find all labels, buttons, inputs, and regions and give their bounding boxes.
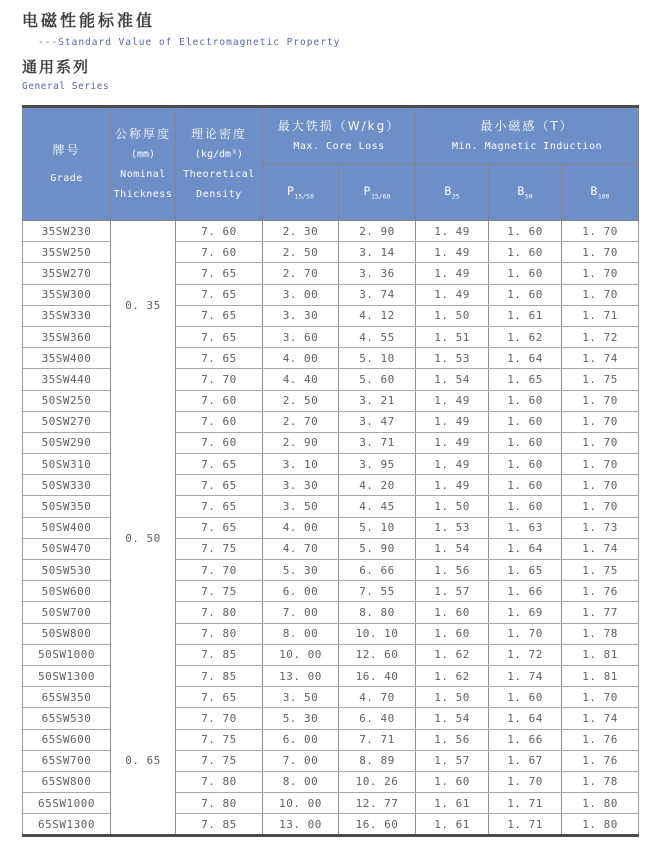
b25-cell: 1. 50 <box>416 687 489 708</box>
grade-cell: 50SW1000 <box>23 644 111 665</box>
density-cell: 7. 65 <box>176 305 263 326</box>
b50-cell: 1. 70 <box>489 623 562 644</box>
p15-60-cell: 10. 10 <box>339 623 416 644</box>
b25-cell: 1. 54 <box>416 708 489 729</box>
b100-cell: 1. 70 <box>562 242 639 263</box>
p15-60-cell: 3. 95 <box>339 454 416 475</box>
p15-60-cell: 4. 55 <box>339 326 416 347</box>
b25-cell: 1. 50 <box>416 496 489 517</box>
table-row <box>23 390 639 411</box>
p15-60-cell: 10. 26 <box>339 771 416 792</box>
b50-cell: 1. 60 <box>489 390 562 411</box>
b25-cell: 1. 51 <box>416 326 489 347</box>
b25-cell: 1. 57 <box>416 750 489 771</box>
density-cell: 7. 85 <box>176 814 263 836</box>
col-header-b25: $B_{25}$ <box>416 165 489 221</box>
density-cell: 7. 75 <box>176 538 263 559</box>
b50-cell: 1. 66 <box>489 581 562 602</box>
grade-cell: 35SW300 <box>23 284 111 305</box>
density-cell: 7. 70 <box>176 560 263 581</box>
b100-cell: 1. 75 <box>562 560 639 581</box>
b50-cell: 1. 60 <box>489 221 562 242</box>
b50-cell: 1. 72 <box>489 644 562 665</box>
grade-cell: 65SW530 <box>23 708 111 729</box>
col-header-b50: $B_{50}$ <box>489 165 562 221</box>
b100-cell: 1. 77 <box>562 602 639 623</box>
p15-50-cell: 8. 00 <box>263 623 339 644</box>
b100-cell: 1. 76 <box>562 581 639 602</box>
thickness-label-en2: Thickness <box>113 188 173 200</box>
series-subtitle-en: General Series <box>22 81 110 92</box>
b25-cell: 1. 56 <box>416 729 489 750</box>
b50-cell: 1. 74 <box>489 665 562 686</box>
grade-cell: 65SW350 <box>23 687 111 708</box>
p15-60-cell: 5. 10 <box>339 517 416 538</box>
grade-cell: 50SW290 <box>23 432 111 453</box>
b100-cell: 1. 70 <box>562 411 639 432</box>
p15-60-cell: 3. 36 <box>339 263 416 284</box>
b25-cell: 1. 49 <box>416 432 489 453</box>
p15-50-cell: 2. 50 <box>263 242 339 263</box>
b100-cell: 1. 71 <box>562 305 639 326</box>
b25-cell: 1. 50 <box>416 305 489 326</box>
p15-50-cell: 3. 30 <box>263 475 339 496</box>
p15-50-cell: 3. 10 <box>263 454 339 475</box>
b25-cell: 1. 49 <box>416 475 489 496</box>
col-header-thickness <box>111 107 176 221</box>
density-cell: 7. 75 <box>176 750 263 771</box>
p15-60-cell: 12. 77 <box>339 793 416 814</box>
b50-cell: 1. 60 <box>489 432 562 453</box>
b25-cell: 1. 60 <box>416 602 489 623</box>
density-cell: 7. 80 <box>176 602 263 623</box>
grade-cell: 50SW700 <box>23 602 111 623</box>
b100-cell: 1. 74 <box>562 538 639 559</box>
p15-50-cell: 3. 50 <box>263 496 339 517</box>
p15-50-cell: 4. 40 <box>263 369 339 390</box>
density-cell: 7. 60 <box>176 411 263 432</box>
density-cell: 7. 85 <box>176 665 263 686</box>
p15-60-cell: 8. 80 <box>339 602 416 623</box>
thickness-label-en1: Nominal <box>120 168 166 180</box>
p15-50-cell: 7. 00 <box>263 750 339 771</box>
p15-60-cell: 16. 60 <box>339 814 416 836</box>
col-header-grade <box>23 107 111 221</box>
b100-cell: 1. 70 <box>562 454 639 475</box>
table-row <box>23 221 639 242</box>
p15-60-cell: 3. 47 <box>339 411 416 432</box>
density-cell: 7. 65 <box>176 454 263 475</box>
density-label-en2: Density <box>196 188 242 200</box>
b50-cell: 1. 65 <box>489 560 562 581</box>
p15-60-cell: 4. 70 <box>339 687 416 708</box>
b50-cell: 1. 63 <box>489 517 562 538</box>
b25-cell: 1. 49 <box>416 263 489 284</box>
page-subtitle-en: ---Standard Value of Electromagnetic Property <box>38 37 341 48</box>
b100-cell: 1. 80 <box>562 793 639 814</box>
grade-cell: 65SW1000 <box>23 793 111 814</box>
b100-cell: 1. 70 <box>562 687 639 708</box>
p15-50-cell: 7. 00 <box>263 602 339 623</box>
density-cell: 7. 80 <box>176 793 263 814</box>
b50-cell: 1. 60 <box>489 242 562 263</box>
density-cell: 7. 80 <box>176 771 263 792</box>
p15-50-cell: 2. 70 <box>263 263 339 284</box>
b25-cell: 1. 62 <box>416 665 489 686</box>
b50-cell: 1. 70 <box>489 771 562 792</box>
p15-50-cell: 3. 60 <box>263 326 339 347</box>
grade-label-en: Grade <box>50 172 83 184</box>
b25-cell: 1. 62 <box>416 644 489 665</box>
b25-cell: 1. 60 <box>416 623 489 644</box>
density-cell: 7. 65 <box>176 284 263 305</box>
grade-cell: 65SW700 <box>23 750 111 771</box>
p15-50-cell: 6. 00 <box>263 729 339 750</box>
p15-50-cell: 6. 00 <box>263 581 339 602</box>
density-cell: 7. 75 <box>176 729 263 750</box>
p15-50-cell: 4. 00 <box>263 517 339 538</box>
b50-cell: 1. 67 <box>489 750 562 771</box>
b50-cell: 1. 64 <box>489 348 562 369</box>
b100-cell: 1. 70 <box>562 221 639 242</box>
induction-label-zh: 最小磁感（T） <box>480 118 574 133</box>
spec-table <box>22 105 639 837</box>
p15-50-cell: 13. 00 <box>263 814 339 836</box>
density-cell: 7. 65 <box>176 326 263 347</box>
b100-cell: 1. 73 <box>562 517 639 538</box>
b100-cell: 1. 76 <box>562 750 639 771</box>
density-cell: 7. 80 <box>176 623 263 644</box>
b25-cell: 1. 61 <box>416 814 489 836</box>
thickness-unit: (mm) <box>130 148 156 160</box>
b50-cell: 1. 64 <box>489 708 562 729</box>
b50-cell: 1. 64 <box>489 538 562 559</box>
grade-cell: 35SW360 <box>23 326 111 347</box>
grade-cell: 35SW400 <box>23 348 111 369</box>
p15-50-cell: 3. 00 <box>263 284 339 305</box>
b50-cell: 1. 60 <box>489 263 562 284</box>
table-header <box>23 107 639 221</box>
density-cell: 7. 60 <box>176 432 263 453</box>
density-cell: 7. 65 <box>176 496 263 517</box>
b25-cell: 1. 53 <box>416 517 489 538</box>
b50-cell: 1. 65 <box>489 369 562 390</box>
thickness-cell: 0. 35 <box>111 221 176 391</box>
grade-cell: 65SW1300 <box>23 814 111 836</box>
p15-50-cell: 2. 50 <box>263 390 339 411</box>
b100-cell: 1. 74 <box>562 348 639 369</box>
col-header-p15-60: $P_{15/60}$ <box>339 165 416 221</box>
grade-cell: 65SW800 <box>23 771 111 792</box>
p15-60-cell: 4. 20 <box>339 475 416 496</box>
b100-cell: 1. 78 <box>562 623 639 644</box>
b50-cell: 1. 71 <box>489 814 562 836</box>
p15-60-cell: 7. 55 <box>339 581 416 602</box>
b25-cell: 1. 49 <box>416 284 489 305</box>
b50-cell: 1. 62 <box>489 326 562 347</box>
p15-60-cell: 3. 14 <box>339 242 416 263</box>
density-cell: 7. 65 <box>176 687 263 708</box>
table-body <box>23 221 639 836</box>
grade-cell: 50SW530 <box>23 560 111 581</box>
b100-cell: 1. 78 <box>562 771 639 792</box>
table-row <box>23 687 639 708</box>
b25-cell: 1. 49 <box>416 454 489 475</box>
b25-cell: 1. 54 <box>416 538 489 559</box>
b100-cell: 1. 76 <box>562 729 639 750</box>
density-cell: 7. 65 <box>176 475 263 496</box>
b25-cell: 1. 56 <box>416 560 489 581</box>
density-cell: 7. 65 <box>176 517 263 538</box>
b50-cell: 1. 60 <box>489 454 562 475</box>
b50-cell: 1. 60 <box>489 496 562 517</box>
grade-cell: 50SW470 <box>23 538 111 559</box>
b100-cell: 1. 75 <box>562 369 639 390</box>
b50-cell: 1. 60 <box>489 284 562 305</box>
page-title: 电磁性能标准值 <box>22 11 156 30</box>
p15-60-cell: 5. 60 <box>339 369 416 390</box>
p15-50-cell: 3. 30 <box>263 305 339 326</box>
p15-60-cell: 5. 90 <box>339 538 416 559</box>
density-cell: 7. 60 <box>176 390 263 411</box>
grade-cell: 50SW330 <box>23 475 111 496</box>
b100-cell: 1. 70 <box>562 284 639 305</box>
b100-cell: 1. 70 <box>562 475 639 496</box>
grade-cell: 50SW250 <box>23 390 111 411</box>
p15-50-cell: 2. 90 <box>263 432 339 453</box>
b25-cell: 1. 49 <box>416 242 489 263</box>
b25-cell: 1. 53 <box>416 348 489 369</box>
col-header-p15-50: $P_{15/50}$ <box>263 165 339 221</box>
grade-cell: 35SW330 <box>23 305 111 326</box>
density-unit: (kg/dm³) <box>194 148 244 160</box>
b25-cell: 1. 49 <box>416 411 489 432</box>
p15-60-cell: 5. 10 <box>339 348 416 369</box>
thickness-cell: 0. 50 <box>111 390 176 687</box>
p15-50-cell: 4. 70 <box>263 538 339 559</box>
p15-60-cell: 3. 74 <box>339 284 416 305</box>
p15-50-cell: 13. 00 <box>263 665 339 686</box>
grade-cell: 50SW800 <box>23 623 111 644</box>
density-cell: 7. 65 <box>176 348 263 369</box>
grade-cell: 35SW250 <box>23 242 111 263</box>
grade-cell: 50SW600 <box>23 581 111 602</box>
b25-cell: 1. 49 <box>416 221 489 242</box>
b25-cell: 1. 61 <box>416 793 489 814</box>
thickness-label-zh: 公称厚度 <box>114 126 171 141</box>
p15-60-cell: 8. 89 <box>339 750 416 771</box>
b50-cell: 1. 71 <box>489 793 562 814</box>
grade-cell: 35SW270 <box>23 263 111 284</box>
grade-cell: 50SW1300 <box>23 665 111 686</box>
p15-60-cell: 3. 71 <box>339 432 416 453</box>
b100-cell: 1. 72 <box>562 326 639 347</box>
p15-60-cell: 6. 66 <box>339 560 416 581</box>
b50-cell: 1. 60 <box>489 475 562 496</box>
b100-cell: 1. 74 <box>562 708 639 729</box>
p15-50-cell: 10. 00 <box>263 644 339 665</box>
grade-cell: 50SW350 <box>23 496 111 517</box>
core-loss-label-zh: 最大铁损（W/kg） <box>277 118 401 133</box>
density-cell: 7. 70 <box>176 708 263 729</box>
p15-50-cell: 2. 70 <box>263 411 339 432</box>
density-label-en1: Theoretical <box>183 168 255 180</box>
p15-50-cell: 8. 00 <box>263 771 339 792</box>
p15-60-cell: 2. 90 <box>339 221 416 242</box>
grade-cell: 50SW270 <box>23 411 111 432</box>
p15-50-cell: 5. 30 <box>263 708 339 729</box>
p15-50-cell: 2. 30 <box>263 221 339 242</box>
b100-cell: 1. 70 <box>562 432 639 453</box>
col-group-core-loss <box>263 107 416 165</box>
b25-cell: 1. 49 <box>416 390 489 411</box>
density-cell: 7. 75 <box>176 581 263 602</box>
p15-50-cell: 5. 30 <box>263 560 339 581</box>
density-cell: 7. 60 <box>176 221 263 242</box>
b50-cell: 1. 66 <box>489 729 562 750</box>
col-header-b100: $B_{100}$ <box>562 165 639 221</box>
b100-cell: 1. 70 <box>562 390 639 411</box>
grade-cell: 35SW230 <box>23 221 111 242</box>
b100-cell: 1. 81 <box>562 644 639 665</box>
density-cell: 7. 85 <box>176 644 263 665</box>
p15-60-cell: 7. 71 <box>339 729 416 750</box>
col-header-density <box>176 107 263 221</box>
core-loss-label-en: Max. Core Loss <box>293 140 385 152</box>
b50-cell: 1. 69 <box>489 602 562 623</box>
grade-label-zh: 牌号 <box>52 142 81 157</box>
density-label-zh: 理论密度 <box>190 126 247 141</box>
b50-cell: 1. 60 <box>489 411 562 432</box>
p15-60-cell: 12. 60 <box>339 644 416 665</box>
p15-60-cell: 4. 12 <box>339 305 416 326</box>
density-cell: 7. 60 <box>176 242 263 263</box>
p15-60-cell: 4. 45 <box>339 496 416 517</box>
p15-60-cell: 3. 21 <box>339 390 416 411</box>
density-cell: 7. 70 <box>176 369 263 390</box>
p15-50-cell: 4. 00 <box>263 348 339 369</box>
grade-cell: 65SW600 <box>23 729 111 750</box>
b100-cell: 1. 70 <box>562 496 639 517</box>
p15-60-cell: 6. 40 <box>339 708 416 729</box>
induction-label-en: Min. Magnetic Induction <box>452 140 602 152</box>
p15-50-cell: 3. 50 <box>263 687 339 708</box>
b50-cell: 1. 61 <box>489 305 562 326</box>
grade-cell: 50SW400 <box>23 517 111 538</box>
grade-cell: 35SW440 <box>23 369 111 390</box>
grade-cell: 50SW310 <box>23 454 111 475</box>
density-cell: 7. 65 <box>176 263 263 284</box>
thickness-cell: 0. 65 <box>111 687 176 836</box>
b25-cell: 1. 57 <box>416 581 489 602</box>
p15-50-cell: 10. 00 <box>263 793 339 814</box>
b100-cell: 1. 70 <box>562 263 639 284</box>
b50-cell: 1. 60 <box>489 687 562 708</box>
p15-60-cell: 16. 40 <box>339 665 416 686</box>
b25-cell: 1. 54 <box>416 369 489 390</box>
col-group-induction <box>416 107 639 165</box>
b100-cell: 1. 81 <box>562 665 639 686</box>
b100-cell: 1. 80 <box>562 814 639 836</box>
b25-cell: 1. 60 <box>416 771 489 792</box>
series-title: 通用系列 <box>22 58 91 76</box>
